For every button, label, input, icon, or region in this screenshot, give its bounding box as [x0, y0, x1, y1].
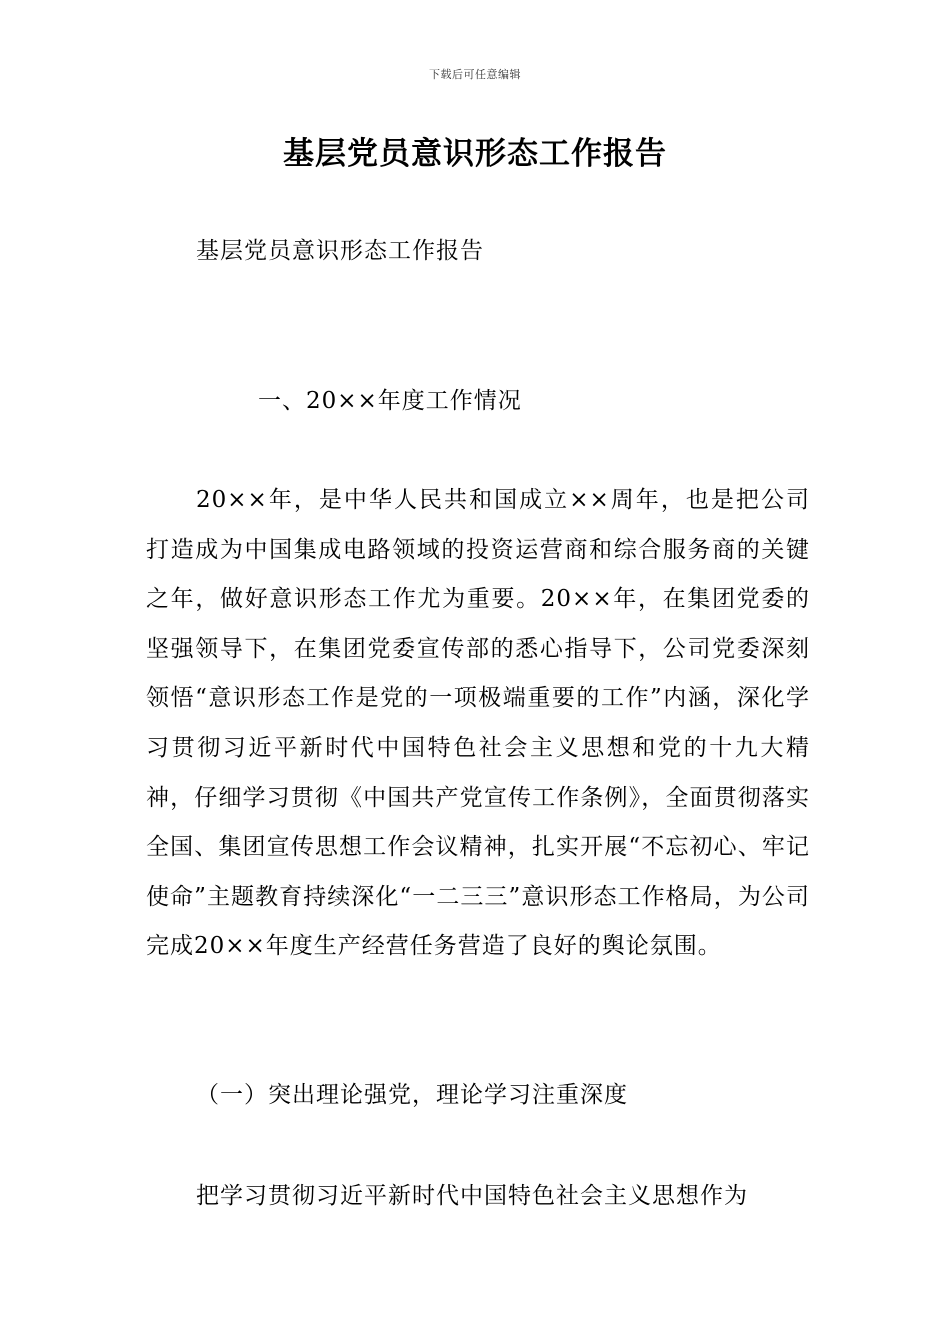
header-note: 下载后可任意编辑	[429, 68, 521, 81]
body-paragraph: 20××年，是中华人民共和国成立××周年，也是把公司打造成为中国集成电路领域的投资运营商和综合服务商的关键之年，做好意识形态工作尤为重要。20××年，在集团党委的坚强领导下，在集团党委宣传部的悉心指导下，公司党委深刻领悟“意识形态工作是党的一项极端重要的工作”内涵，深化学习贯彻习近平新时代中国特色社会主义思想和党的十九大精神，仔细学习贯彻《中国共产党宣传工作条例》，全面贯彻落实全国、集团宣传思想工作会议精神，扎实开展“不忘初心、牢记使命”主题教育持续深化“一二三三”意识形态工作格局，为公司完成20××年度生产经营任务营造了良好的舆论氛围。	[146, 487, 810, 960]
subsection-heading: （一）突出理论强党，理论学习注重深度	[196, 1082, 628, 1108]
document-subtitle: 基层党员意识形态工作报告	[196, 238, 484, 264]
document-title: 基层党员意识形态工作报告	[283, 136, 667, 172]
body-paragraph-continued: 把学习贯彻习近平新时代中国特色社会主义思想作为	[196, 1183, 748, 1209]
section-heading: 一、20××年度工作情况	[258, 388, 522, 414]
